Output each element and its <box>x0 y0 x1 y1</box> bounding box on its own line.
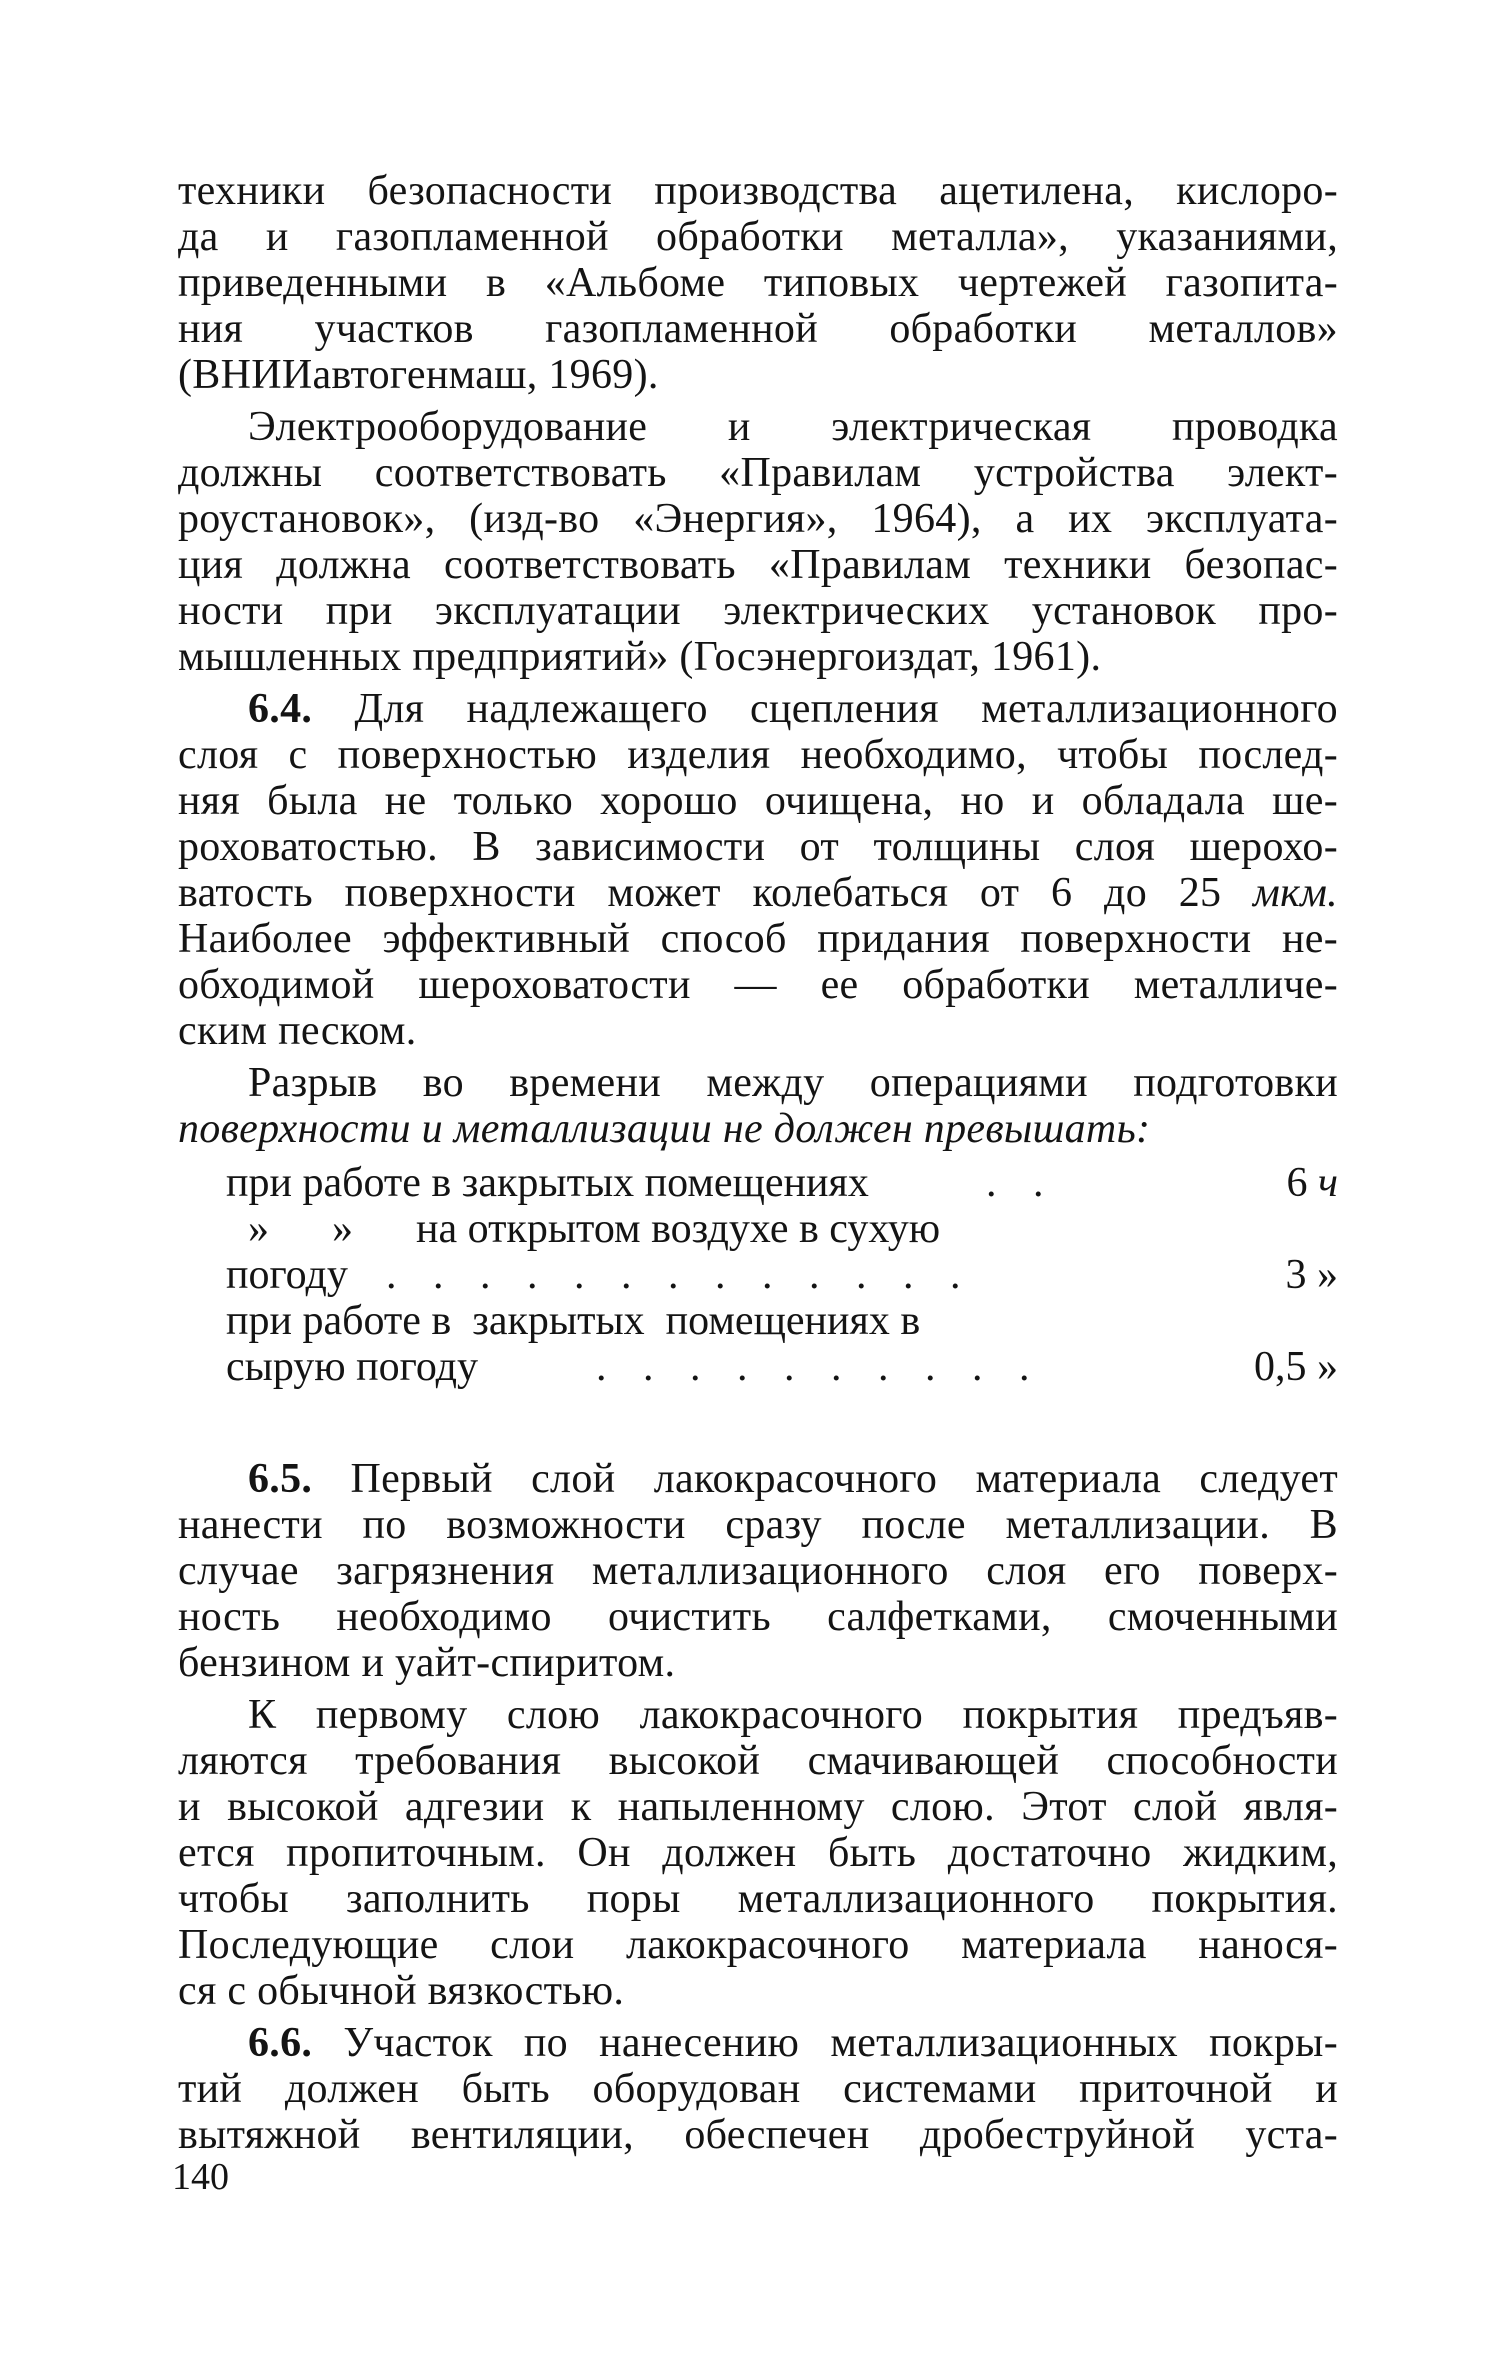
text-line-content: Первый слой лакокрасочного материала следует <box>350 1456 1338 1502</box>
text-line <box>178 1456 1338 1502</box>
paragraph-continuation <box>178 168 1338 398</box>
value-unit: ч <box>1317 1160 1338 1206</box>
paragraph-section-6-5 <box>178 1456 1338 1686</box>
text-line: да и газопламенной обработки металла», указаниями, <box>178 214 1338 260</box>
leader-dots: . . <box>986 1160 1057 1206</box>
text-line: ния участков газопламенной обработки металлов» <box>178 306 1338 352</box>
text-line: случае загрязнения металлизационного слоя его поверх- <box>178 1548 1338 1594</box>
text-line: вытяжной вентиляции, обеспечен дробеструйной уста- <box>178 2112 1338 2158</box>
table-row-value <box>1286 1160 1338 1206</box>
paragraph-section-6-4 <box>178 686 1338 1054</box>
text-line: мышленных предприятий» (Госэнергоиздат, 1961). <box>178 634 1102 680</box>
text-line: роховатостью. В зависимости от толщины слоя шерохо- <box>178 824 1338 870</box>
text-line <box>178 686 1338 732</box>
section-number: 6.6. <box>248 2020 313 2066</box>
text-line: ность необходимо очистить салфетками, смоченными <box>178 1594 1338 1640</box>
page-number: 140 <box>172 2156 229 2198</box>
text-line <box>178 870 1338 916</box>
table-row <box>226 1344 1338 1390</box>
text-line <box>178 2020 1338 2066</box>
text-line: тий должен быть оборудован системами приточной и <box>178 2066 1338 2112</box>
leader-dots: . . . . . . . . . . <box>596 1344 1043 1390</box>
text-line: обходимой шероховатости — ее обработки металличе- <box>178 962 1338 1008</box>
text-line: Последующие слои лакокрасочного материала нанося- <box>178 1922 1338 1968</box>
table-row <box>226 1206 1338 1252</box>
text-line: ция должна соответствовать «Правилам техники безопас- <box>178 542 1338 588</box>
table-row-label: » » на открытом воздухе в сухую <box>248 1206 941 1252</box>
text-line: должны соответствовать «Правилам устройства элект- <box>178 450 1338 496</box>
text-line: Разрыв во времени между операциями подготовки <box>248 1060 1338 1106</box>
text-line: бензином и уайт-спиритом. <box>178 1640 676 1686</box>
page-body <box>178 168 1338 1152</box>
text-line: ности при эксплуатации электрических установок про- <box>178 588 1338 634</box>
section-number: 6.4. <box>248 686 313 732</box>
table-row-label: сырую погоду <box>226 1344 478 1390</box>
table-row <box>226 1252 1338 1298</box>
text-line-content: Участок по нанесению металлизационных покры- <box>343 2020 1338 2066</box>
table-row <box>226 1160 1338 1206</box>
table-row-value <box>1254 1344 1338 1390</box>
text-line: и высокой адгезии к напыленному слою. Этот слой явля- <box>178 1784 1338 1830</box>
table-row-label: при работе в закрытых помещениях в <box>226 1298 921 1344</box>
text-line: нанести по возможности сразу после металлизации. В <box>178 1502 1338 1548</box>
text-line: поверхности и металлизации не должен превышать: <box>178 1106 1151 1152</box>
text-line: роустановок», (изд-во «Энергия», 1964), а их эксплуата- <box>178 496 1338 542</box>
text-line: К первому слою лакокрасочного покрытия предъяв- <box>248 1692 1338 1738</box>
page-body-lower <box>178 1456 1338 2158</box>
paragraph-time-gap <box>178 1060 1338 1152</box>
text-line-content: Для надлежащего сцепления металлизационного <box>354 686 1338 732</box>
value-number: 3 <box>1285 1252 1307 1298</box>
text-line: ляются требования высокой смачивающей способности <box>178 1738 1338 1784</box>
value-unit: » <box>1317 1252 1338 1298</box>
table-row <box>226 1298 1338 1344</box>
text-line: ским песком. <box>178 1008 417 1054</box>
text-line: техники безопасности производства ацетилена, кислоро- <box>178 168 1338 214</box>
value-unit: » <box>1317 1344 1338 1390</box>
unit-mkm: мкм. <box>1253 870 1338 916</box>
value-number: 6 <box>1286 1160 1308 1206</box>
section-number: 6.5. <box>248 1456 313 1502</box>
time-limits-table <box>226 1160 1338 1390</box>
table-row-value <box>1286 1252 1339 1298</box>
paragraph-electrical <box>178 404 1338 680</box>
paragraph-first-layer <box>178 1692 1338 2014</box>
text-line: Электрооборудование и электрическая проводка <box>248 404 1338 450</box>
text-line: няя была не только хорошо очищена, но и обладала ше- <box>178 778 1338 824</box>
table-row-label: погоду <box>226 1252 348 1298</box>
text-line: ся с обычной вязкостью. <box>178 1968 625 2014</box>
text-line: (ВНИИавтогенмаш, 1969). <box>178 352 659 398</box>
value-number: 0,5 <box>1254 1344 1307 1390</box>
table-row-label: при работе в закрытых помещениях <box>226 1160 869 1206</box>
text-line: чтобы заполнить поры металлизационного покрытия. <box>178 1876 1338 1922</box>
leader-dots: . . . . . . . . . . . . . <box>386 1252 974 1298</box>
text-line: приведенными в «Альбоме типовых чертежей газопита- <box>178 260 1338 306</box>
text-line: слоя с поверхностью изделия необходимо, чтобы послед- <box>178 732 1338 778</box>
paragraph-section-6-6 <box>178 2020 1338 2158</box>
text-line: Наиболее эффективный способ придания поверхности не- <box>178 916 1338 962</box>
text-line-content: ватость поверхности может колебаться от 6 до 25 <box>178 870 1222 916</box>
text-line: ется пропиточным. Он должен быть достаточно жидким, <box>178 1830 1338 1876</box>
